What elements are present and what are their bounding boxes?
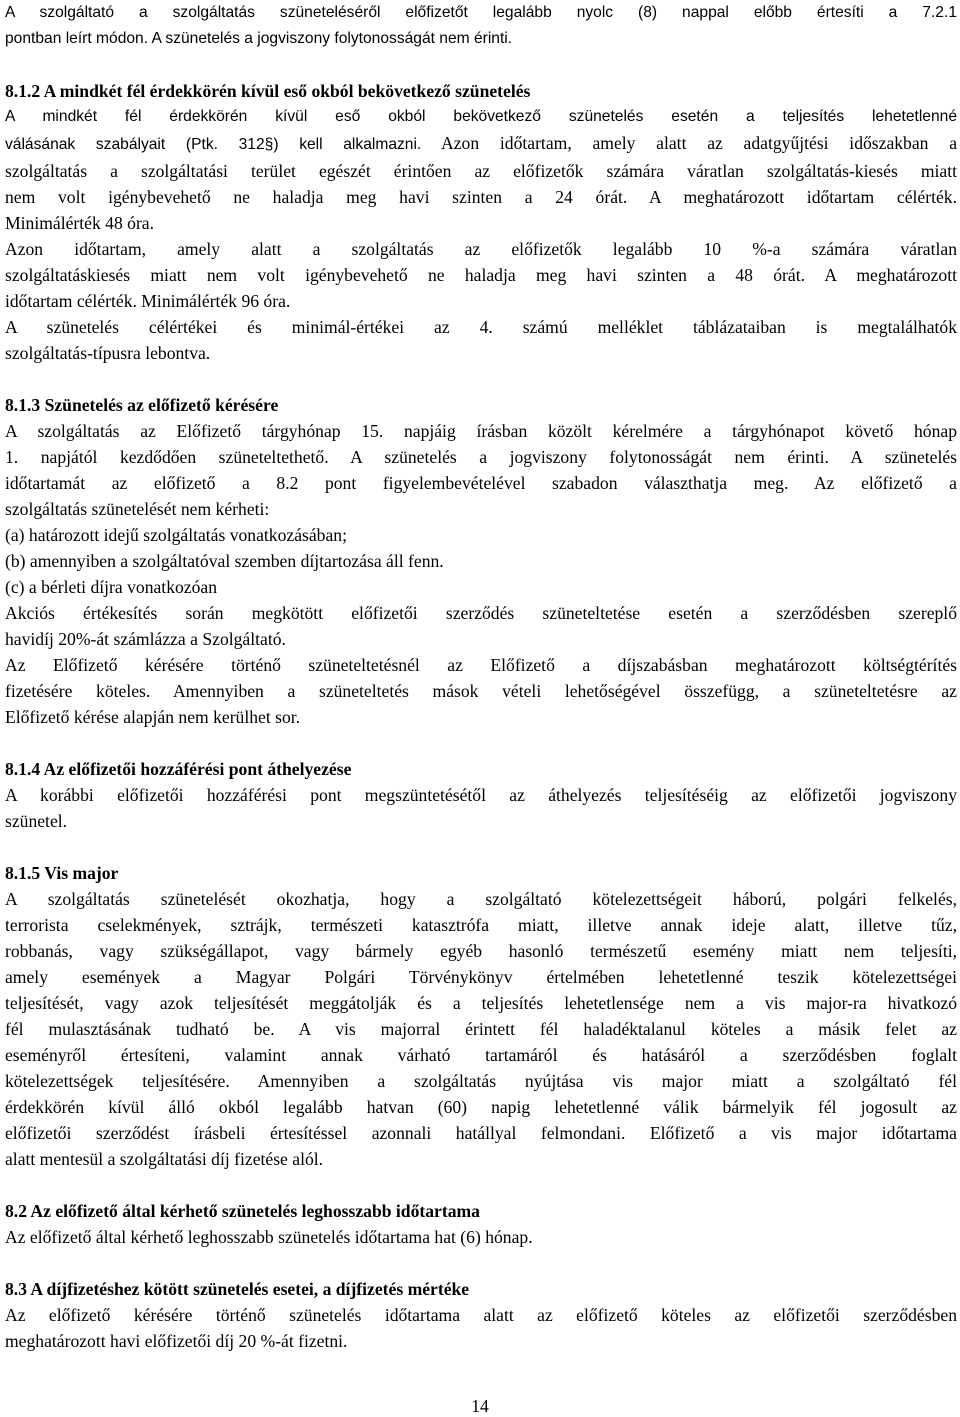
paragraph-line: Előfizető kérése alapján nem kerülhet sor. <box>5 707 301 727</box>
paragraph-line: robbanás, vagy szükségállapot, vagy bármely egyéb hasonló természetű esemény miatt nem teljesíti, <box>5 941 957 961</box>
section-heading-8-3: 8.3 A díjfizetéshez kötött szünetelés esetei, a díjfizetés mértéke <box>5 1279 470 1299</box>
section-heading-8-1-4: 8.1.4 Az előfizetői hozzáférési pont áthelyezése <box>5 759 352 779</box>
paragraph-line: alatt mentesül a szolgáltatási díj fizetése alól. <box>5 1149 324 1169</box>
paragraph-line: A szünetelés célértékei és minimál-értékei az 4. számú melléklet táblázataiban is megtalálhatók <box>5 317 957 337</box>
paragraph-line: A mindkét fél érdekkörén kívül eső okból bekövetkező szünetelés esetén a teljesítés lehetetlenné <box>5 108 957 125</box>
list-item-c: (c) a bérleti díjra vonatkozóan <box>5 577 218 597</box>
paragraph-line: meghatározott havi előfizetői díj 20 %-át fizetni. <box>5 1331 348 1351</box>
paragraph-line: fél mulasztásának tudható be. A vis majorral érintett fél haladéktalanul köteles a másik felet az <box>5 1019 957 1039</box>
paragraph-line: érdekkörén kívül álló okból legalább hatvan (60) napig lehetetlenné válik bármelyik fél jogosult az <box>5 1097 957 1117</box>
paragraph-line: fizetésére köteles. Amennyiben a szüneteltetés mások vételi lehetőségével összefügg, a szüneteltetésre az <box>5 681 957 701</box>
paragraph-line: A szolgáltatás az Előfizető tárgyhónap 15. napjáig írásban közölt kérelmére a tárgyhónapot követő hónap <box>5 421 957 441</box>
section-heading-8-2: 8.2 Az előfizető által kérhető szünetelés leghosszabb időtartama <box>5 1201 480 1221</box>
paragraph-line <box>5 130 957 158</box>
paragraph-line: Azon időtartam, amely alatt a szolgáltatás az előfizetők legalább 10 %-a számára váratlan <box>5 239 957 259</box>
paragraph-line: amely események a Magyar Polgári Törvénykönyv értelmében lehetetlenné teszik kötelezettségei <box>5 967 957 987</box>
paragraph-line: A szolgáltatás szünetelését okozhatja, hogy a szolgáltató kötelezettségeit háború, polgári felkelés, <box>5 889 957 909</box>
paragraph-line: előfizetői szerződést írásbeli értesítéssel azonnali hatállyal felmondani. Előfizető a vis major időtartama <box>5 1123 957 1143</box>
section-heading-8-1-2: 8.1.2 A mindkét fél érdekkörén kívül eső okból bekövetkező szünetelés <box>5 81 531 101</box>
paragraph-line: Az előfizető által kérhető leghosszabb szünetelés időtartama hat (6) hónap. <box>5 1227 533 1247</box>
section-heading-8-1-3: 8.1.3 Szünetelés az előfizető kérésére <box>5 395 279 415</box>
paragraph-line: A korábbi előfizetői hozzáférési pont megszüntetésétől az áthelyezés teljesítéséig az előfizetői jogviszony <box>5 785 957 805</box>
paragraph-line: Akciós értékesítés során megkötött előfizetői szerződés szüneteltetése esetén a szerződésben szereplő <box>5 603 957 623</box>
paragraph-line: szünetel. <box>5 811 68 831</box>
paragraph-line: szolgáltatás szünetelését nem kérheti: <box>5 499 270 519</box>
paragraph-line: havidíj 20%-át számlázza a Szolgáltató. <box>5 629 286 649</box>
paragraph-line: kötelezettségek teljesítésére. Amennyiben a szolgáltatás nyújtása vis major miatt a szolgáltató fél <box>5 1071 957 1091</box>
intro-line-1: A szolgáltató a szolgáltatás szüneteléséről előfizetőt legalább nyolc (8) nappal előbb értesíti a 7.2.1 <box>5 4 957 21</box>
page-number: 14 <box>471 1396 489 1416</box>
paragraph-line: időtartam célérték. Minimálérték 96 óra. <box>5 291 291 311</box>
paragraph-line: nem volt igénybevehető ne haladja meg havi szinten a 24 órát. A meghatározott időtartam célérték. <box>5 187 957 207</box>
paragraph-fragment: válásának szabályait (Ptk. 312§) kell alkalmazni. <box>5 136 422 153</box>
paragraph-line: eseményről értesíteni, valamint annak várható tartamáról és hatásáról a szerződésben foglalt <box>5 1045 957 1065</box>
paragraph-line: terrorista cselekmények, sztrájk, természeti katasztrófa miatt, illetve annak ideje alatt, illetve tűz, <box>5 915 957 935</box>
paragraph-line: szolgáltatáskiesés miatt nem volt igénybevehető ne haladja meg havi szinten a 48 órát. A meghatározott <box>5 265 957 285</box>
paragraph-line: Az előfizető kérésére történő szünetelés időtartama alatt az előfizető köteles az előfizetői szerződésben <box>5 1305 957 1325</box>
section-heading-8-1-5: 8.1.5 Vis major <box>5 863 119 883</box>
paragraph-line: Az Előfizető kérésére történő szüneteltetésnél az Előfizető a díjszabásban meghatározott költségtérítés <box>5 655 957 675</box>
paragraph-line: szolgáltatás-típusra lebontva. <box>5 343 211 363</box>
paragraph-line: 1. napjától kezdődően szüneteltethető. A szünetelés a jogviszony folytonosságát nem érinti. A szünetelés <box>5 447 957 467</box>
list-item-a: (a) határozott idejű szolgáltatás vonatkozásában; <box>5 525 347 545</box>
intro-line-2: pontban leírt módon. A szünetelés a jogviszony folytonosságát nem érinti. <box>5 30 513 47</box>
paragraph-line: Minimálérték 48 óra. <box>5 213 155 233</box>
paragraph-line: időtartamát az előfizető a 8.2 pont figyelembevételével szabadon választhatja meg. Az előfizető a <box>5 473 957 493</box>
document-page <box>5 0 957 1354</box>
paragraph-line: teljesítését, vagy azok teljesítését meggátolják és a teljesítés lehetetlensége nem a vis major-ra hivatkozó <box>5 993 957 1013</box>
paragraph-line: szolgáltatás a szolgáltatási terület egészét érintően az előfizetők számára váratlan szolgáltatás-kiesés miatt <box>5 161 957 181</box>
paragraph-fragment: Azon időtartam, amely alatt az adatgyűjtési időszakban a <box>441 133 958 153</box>
list-item-b: (b) amennyiben a szolgáltatóval szemben díjtartozása áll fenn. <box>5 551 444 571</box>
